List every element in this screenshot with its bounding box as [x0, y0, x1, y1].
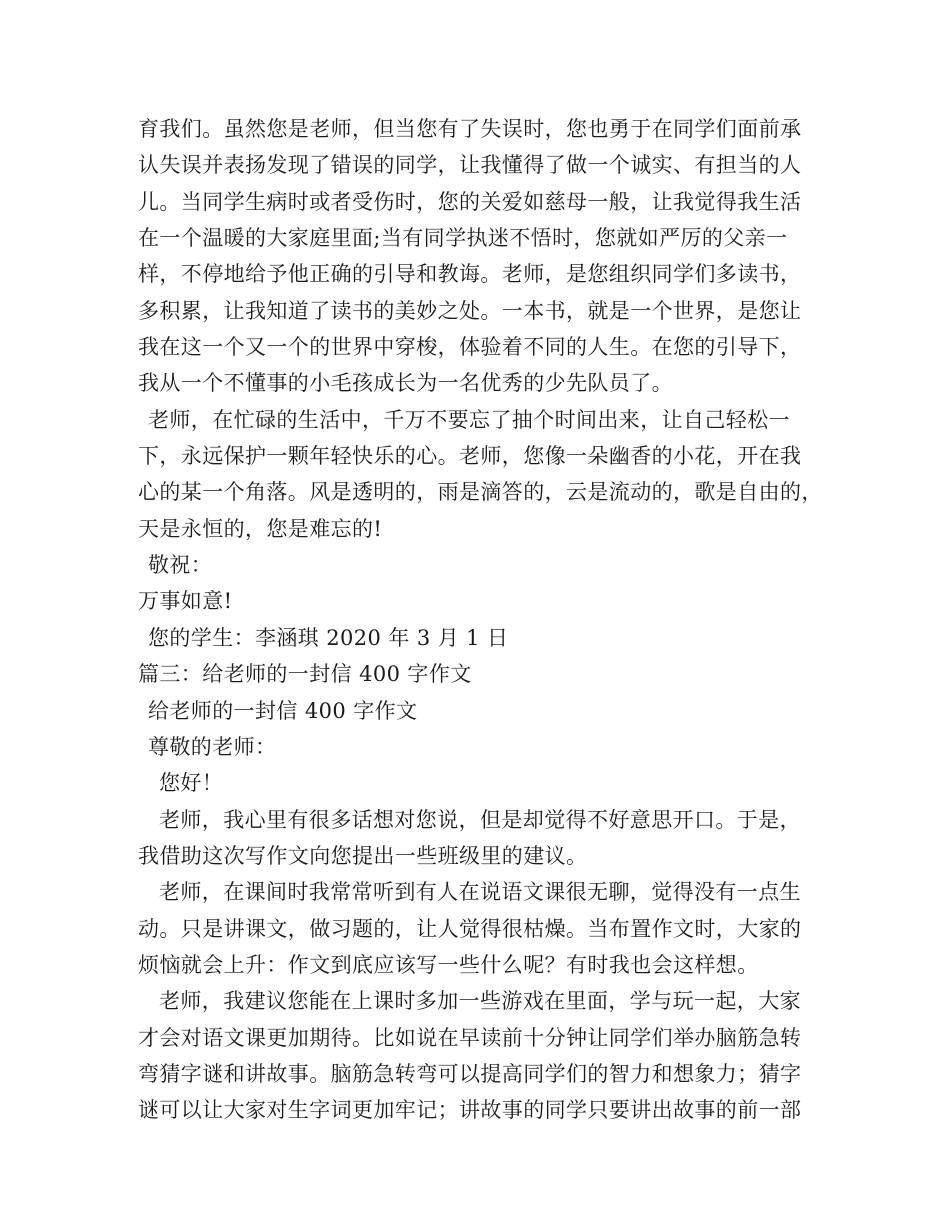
text-line: 老师，我建议您能在上课时多加一些游戏在里面，学与玩一起，大家	[159, 989, 801, 1014]
text-line: 育我们。虽然您是老师，但当您有了失误时，您也勇于在同学们面前承	[138, 117, 802, 141]
text-line: 尊敬的老师：	[148, 734, 277, 759]
text-line: 篇三：给老师的一封信 400 字作文	[138, 662, 472, 687]
text-line: 心的某一个角落。风是透明的，雨是滴答的，云是流动的，歌是自由的，	[138, 480, 823, 505]
text-line: 才会对语文课更加期待。比如说在早读前十分钟让同学们举办脑筋急转	[138, 1025, 802, 1050]
letter-body-text	[138, 111, 828, 1129]
text-line: 给老师的一封信 400 字作文	[148, 698, 418, 723]
text-line: 老师，我心里有很多话想对您说，但是却觉得不好意思开口。于是，	[159, 807, 801, 832]
text-line: 我在这一个又一个的世界中穿梭，体验着不同的人生。在您的引导下，	[138, 335, 802, 360]
text-line: 我从一个不懂事的小毛孩成长为一名优秀的少先队员了。	[138, 371, 673, 396]
text-line: 认失误并表扬发现了错误的同学，让我懂得了做一个诚实、有担当的人	[138, 153, 802, 178]
text-line: 弯猜字谜和讲故事。脑筋急转弯可以提高同学们的智力和想象力；猜字	[138, 1061, 802, 1086]
text-line: 老师，在忙碌的生活中，千万不要忘了抽个时间出来，让自己轻松一	[148, 407, 790, 432]
text-line: 动。只是讲课文，做习题的，让人觉得很枯燥。当布置作文时，大家的	[138, 916, 802, 941]
text-line: 万事如意!	[138, 589, 233, 614]
text-line: 天是永恒的，您是难忘的!	[138, 516, 383, 541]
text-line: 敬祝：	[148, 553, 213, 578]
text-line: 在一个温暖的大家庭里面;当有同学执迷不悟时，您就如严厉的父亲一	[138, 226, 788, 251]
text-line: 您好！	[159, 771, 224, 796]
text-line: 下，永远保护一颗年轻快乐的心。老师，您像一朵幽香的小花，开在我	[138, 444, 802, 469]
text-line: 多积累，让我知道了读书的美妙之处。一本书，就是一个世界，是您让	[138, 298, 802, 323]
text-line: 烦恼就会上升：作文到底应该写一些什么呢？有时我也会这样想。	[138, 952, 759, 977]
text-line: 儿。当同学生病时或者受伤时，您的关爱如慈母一般，让我觉得我生活	[138, 189, 802, 214]
text-line: 您的学生：李涵琪 2020 年 3 月 1 日	[148, 625, 509, 650]
text-line: 谜可以让大家对生字词更加牢记；讲故事的同学只要讲出故事的前一部	[138, 1098, 802, 1123]
text-line: 老师，在课间时我常常听到有人在说语文课很无聊，觉得没有一点生	[159, 880, 801, 905]
text-line: 我借助这次写作文向您提出一些班级里的建议。	[138, 843, 588, 868]
text-line: 样，不停地给予他正确的引导和教诲。老师，是您组织同学们多读书，	[138, 262, 802, 287]
